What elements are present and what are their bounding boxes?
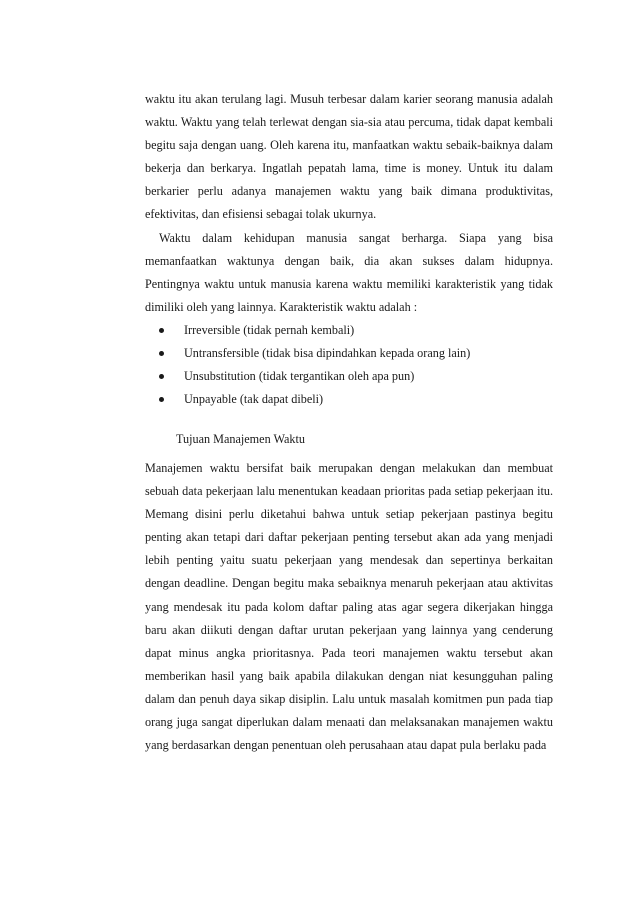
paragraph-intro: waktu itu akan terulang lagi. Musuh terbesar dalam karier seorang manusia adalah waktu. Waktu yang telah terlewat dengan sia-sia atau percuma, tidak dapat kembali begitu saja dengan uang. Oleh karena itu, manfaatkan waktu sebaik-baiknya dalam bekerja dan berkarya. Ingatlah pepatah lama, time is money. Untuk itu dalam berkarier perlu adanya manajemen waktu yang baik dimana produktivitas, efektivitas, dan efisiensi sebagai tolak ukurnya.	[145, 92, 553, 222]
bullet-icon	[159, 351, 164, 356]
bullet-icon	[159, 374, 164, 379]
list-item-text: Unpayable (tak dapat dibeli)	[184, 392, 324, 407]
paragraph-characteristics: Waktu dalam kehidupan manusia sangat berharga. Siapa yang bisa memanfaatkan waktunya dengan baik, dia akan sukses dalam hidupnya. Pentingnya waktu untuk manusia karena waktu memiliki karakteristik yang tidak dimiliki oleh yang lainnya. Karakteristik waktu adalah :	[145, 230, 553, 314]
paragraph-goals: Manajemen waktu bersifat baik merupakan dengan melakukan dan membuat sebuah data pekerjaan lalu menentukan keadaan prioritas pada setiap pekerjaan itu. Memang disini perlu diketahui bahwa untuk setiap pekerjaan pastinya begitu penting akan tetapi dari daftar pekerjaan penting tersebut akan ada yang menjadi lebih penting yaitu suatu pekerjaan yang mendesak dan sepertinya berkaitan dengan deadline. Dengan begitu maka sebaiknya menaruh pekerjaan atau aktivitas yang mendesak itu pada kolom daftar paling atas agar segera dikerjakan hingga baru akan diikuti dengan daftar urutan pekerjaan yang lainnya yang cenderung dapat minus angka prioritasnya. Pada teori manajemen waktu tersebut akan memberikan hasil yang baik apabila dilakukan dengan niat kesungguhan paling dalam dan penuh daya sikap disiplin. Lalu untuk masalah komitmen pun pada tiap orang juga sangat diperlukan dalam menaati dan melaksanakan manajemen waktu yang berdasarkan dengan penentuan oleh perusahaan atau dapat pula berlaku pada	[145, 461, 553, 753]
list-item	[145, 388, 553, 411]
list-item	[145, 319, 553, 342]
list-item	[145, 365, 553, 388]
bullet-icon	[159, 397, 164, 402]
characteristics-list	[145, 319, 553, 411]
lower-text-block	[145, 457, 553, 757]
list-item-text: Irreversible (tidak pernah kembali)	[184, 322, 355, 337]
list-item-text: Untransfersible (tidak bisa dipindahkan kepada orang lain)	[184, 346, 471, 361]
upper-text-block	[145, 88, 553, 411]
list-item	[145, 342, 553, 365]
section-heading: Tujuan Manajemen Waktu	[176, 432, 306, 446]
list-item-text: Unsubstitution (tidak tergantikan oleh apa pun)	[184, 369, 415, 384]
bullet-icon	[159, 328, 164, 333]
